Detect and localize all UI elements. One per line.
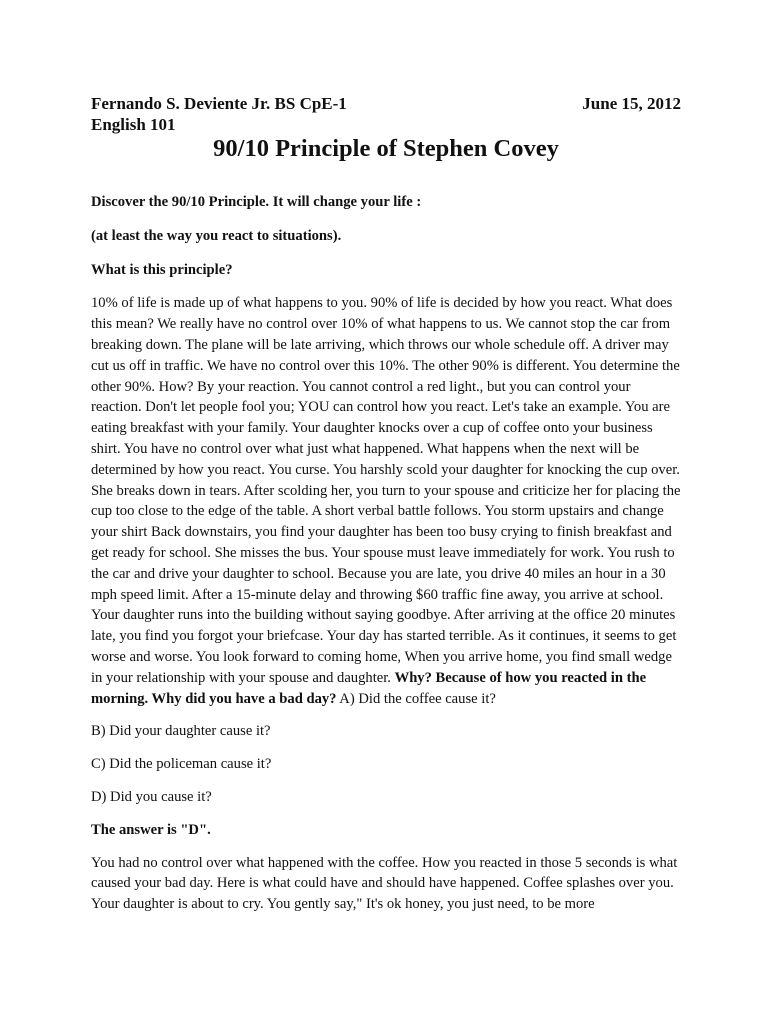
option-a: A) Did the coffee cause it? bbox=[336, 690, 496, 707]
document-page bbox=[91, 93, 681, 915]
principle-question: What is this principle? bbox=[91, 261, 233, 278]
option-b: B) Did your daughter cause it? bbox=[91, 723, 271, 740]
body-text: 10% of life is made up of what happens to you. 90% of life is decided by how you react. What does this mean? We really have no control over 10% of what happens to us. We cannot stop the car from breaking down. The plane will be late arriving, which throws our whole schedule off. A driver may cut us off in traffic. We have no control over this 10%. The other 90% is different. You determine the other 90%. How? By your reaction. You cannot control a red light., but you can control your reaction. Don't let people fool you; YOU can control how you react. Let's take an example. You are eating breakfast with your family. Your daughter knocks over a cup of coffee onto your business shirt. You have no control over what just what happened. What happens when the next will be determined by how you react. You curse. You harshly scold your daughter for knocking the cup over. She breaks down in tears. After scolding her, you turn to your spouse and criticize her for placing the cup too close to the edge of the table. A short verbal battle follows. You storm upstairs and change your shirt Back downstairs, you find your daughter has been too busy crying to finish breakfast and get ready for school. She misses the bus. Your spouse must leave immediately for work. You rush to the car and drive your daughter to school. Because you are late, you drive 40 miles an hour in a 30 mph speed limit. After a 15-minute delay and throwing $60 traffic fine away, you arrive at school. Your daughter runs into the building without saying goodbye. After arriving at the office 20 minutes late, you find you forgot your briefcase. Your day has started terrible. As it continues, it seems to get worse and worse. You look forward to coming home, When you arrive home, you find small wedge in your relationship with your spouse and daughter. bbox=[91, 295, 681, 686]
body-paragraph bbox=[91, 293, 681, 709]
author-name: Fernando S. Deviente Jr. BS CpE-1 bbox=[91, 94, 347, 113]
closing-paragraph: You had no control over what happened with the coffee. How you reacted in those 5 seconds is what caused your bad day. Here is what could have and should have happened. Coffee splashes over you. Your daughter is about to cry. You gently say," It's ok honey, you just need, to be more bbox=[91, 854, 678, 913]
answer-line: The answer is "D". bbox=[91, 821, 211, 838]
course-name: English 101 bbox=[91, 115, 176, 134]
option-d: D) Did you cause it? bbox=[91, 788, 212, 805]
intro-line-1: Discover the 90/10 Principle. It will change your life : bbox=[91, 194, 422, 210]
header-row bbox=[91, 93, 681, 114]
document-title: 90/10 Principle of Stephen Covey bbox=[213, 135, 559, 162]
document-date: June 15, 2012 bbox=[582, 94, 681, 113]
body-bold-text: Why? Because of how you reacted in the morning. Why did you have a bad day? bbox=[91, 669, 647, 707]
option-c: C) Did the policeman cause it? bbox=[91, 756, 272, 773]
intro-line-2: (at least the way you react to situations). bbox=[91, 227, 342, 244]
